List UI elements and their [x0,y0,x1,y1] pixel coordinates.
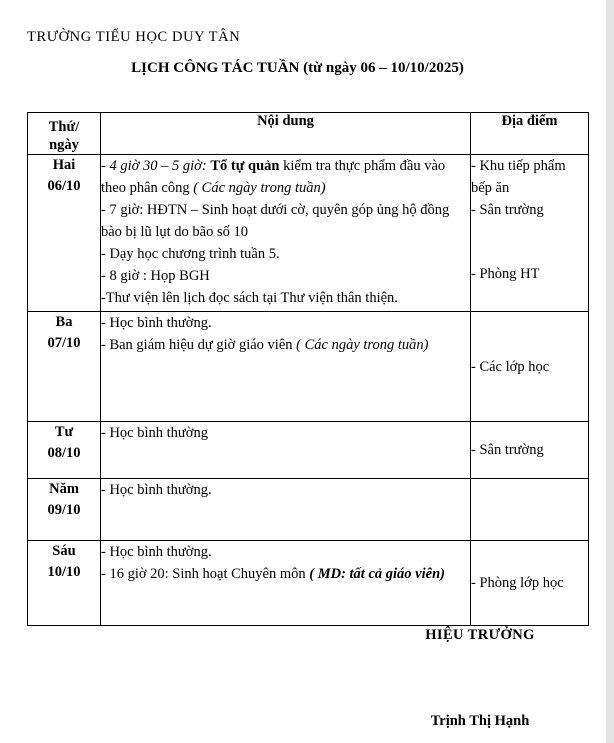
column-header-day-line1: Thứ/ [48,119,80,135]
location-line: - Các lớp học [471,358,550,375]
signature-name: Trịnh Thị Hạnh [430,713,530,729]
content-cell [101,479,471,541]
day-name: Tư [54,424,74,441]
content-text: kiểm tra thực phẩm đầu vào theo phân công [101,158,446,197]
content-line [101,541,470,563]
content-text: -Thư viện lên lịch đọc sách tại Thư viện thân thiện. [101,290,398,307]
day-cell [28,541,101,626]
content-text: - Học bình thường [101,425,208,442]
day-date: 06/10 [47,178,81,195]
organization-name: TRƯỜNG TIỂU HỌC DUY TÂN [27,29,241,45]
content-cell [101,155,471,312]
table-row [28,155,589,312]
table-row [28,479,589,541]
content-text: - Ban giám hiệu dự giờ giáo viên [101,337,297,354]
content-text: - Dạy học chương trình tuần 5. [101,246,280,263]
content-text: - Học bình thường. [101,544,212,561]
content-line [101,422,470,444]
content-text: - 4 giờ 30 – 5 giờ: [101,158,211,175]
location-line: - Sân trường [471,202,544,219]
day-name: Năm [49,481,79,498]
day-date: 09/10 [47,502,81,519]
content-text: ( Các ngày trong tuần) [296,337,429,354]
signature-title: HIỆU TRƯỞNG [425,627,535,643]
location-cell [471,422,589,479]
content-text: - 7 giờ: HĐTN – Sinh hoạt dưới cờ, quyên góp ủng hộ đồng bào bị lũ lụt do bão số 10 [101,202,450,241]
location-cell [471,312,589,422]
day-cell [28,312,101,422]
table-row [28,422,589,479]
content-line [101,287,470,309]
table-body [28,155,589,626]
weekly-schedule-table [27,112,589,626]
content-text: - Học bình thường. [101,315,212,332]
page-edge-shadow [606,0,614,743]
day-cell [28,422,101,479]
table-header-row [28,113,589,155]
content-text: ( MD: tất cả giáo viên) [309,566,445,583]
location-line: - Sân trường [471,442,544,459]
location-cell [471,541,589,626]
column-header-location: Địa điểm [471,113,589,155]
content-text: ( Các ngày trong tuần) [193,180,326,197]
content-line [101,563,470,585]
content-line [101,479,470,501]
location-cell [471,479,589,541]
location-cell [471,155,589,312]
content-line [101,312,470,334]
column-header-day-line2: ngày [49,137,79,154]
content-text: - Học bình thường. [101,482,212,499]
day-date: 07/10 [47,335,81,352]
page-title: LỊCH CÔNG TÁC TUẦN (từ ngày 06 – 10/10/2025) [131,60,464,76]
day-name: Ba [55,314,73,331]
day-name: Sáu [52,543,76,560]
content-text: Tổ tự quản [210,158,280,175]
day-name: Hai [52,157,76,174]
content-line [101,334,470,356]
day-date: 08/10 [47,445,81,462]
content-line [101,265,470,287]
day-date: 10/10 [47,564,81,581]
table-header [28,113,589,155]
content-cell [101,312,471,422]
content-text: - 16 giờ 20: Sinh hoạt Chuyên môn [101,566,310,583]
location-line: - Phòng lớp học [471,575,564,592]
content-cell [101,541,471,626]
location-spacer [471,221,588,263]
content-text: - 8 giờ : Họp BGH [101,268,210,285]
location-line: - Phòng HT [471,266,540,283]
column-header-day [28,113,101,155]
column-header-content: Nội dung [101,113,471,155]
content-line [101,155,470,199]
table-row [28,541,589,626]
location-line: - Khu tiếp phẩm bếp ăn [471,158,566,197]
content-line [101,243,470,265]
content-line [101,199,470,243]
content-cell [101,422,471,479]
day-cell [28,479,101,541]
day-cell [28,155,101,312]
table-row [28,312,589,422]
